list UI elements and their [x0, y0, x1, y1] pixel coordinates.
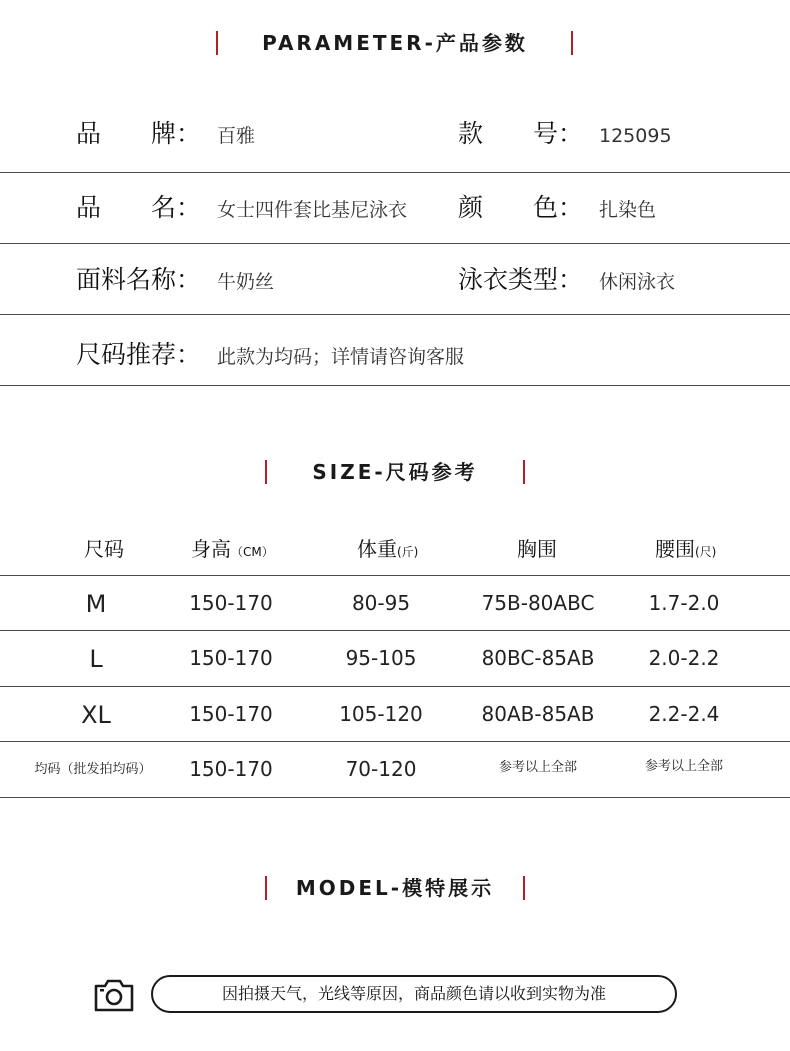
- col-header-weight-label: 体重: [357, 537, 397, 561]
- param-row-size-recommend: [0, 318, 790, 388]
- param-value: 扎染色: [599, 199, 657, 221]
- col-header-waist: [655, 535, 716, 566]
- param-value: 女士四件套比基尼泳衣: [217, 199, 408, 221]
- size-section-title: SIZE-尺码参考: [312, 460, 478, 484]
- cell-bust: 参考以上全部: [498, 760, 577, 775]
- col-header-waist-unit: (尺): [695, 545, 717, 559]
- col-header-weight-unit: (斤): [397, 545, 419, 559]
- model-section-header: [0, 876, 790, 906]
- row-divider: [0, 243, 790, 244]
- col-header-size: 尺码: [84, 537, 124, 561]
- param-row-fabric: [0, 247, 790, 317]
- table-divider: [0, 575, 790, 576]
- header-right-bar: [523, 460, 525, 484]
- cell-bust: 80AB-85AB: [481, 702, 595, 726]
- table-divider: [0, 686, 790, 687]
- model-section-title: MODEL-模特展示: [295, 876, 495, 900]
- parameter-section-title: PARAMETER-产品参数: [262, 31, 528, 55]
- cell-height: 150-170: [189, 646, 273, 670]
- cell-bust: 80BC-85AB: [481, 646, 595, 670]
- param-label: 颜 色：: [458, 193, 584, 222]
- cell-size: XL: [81, 701, 111, 729]
- cell-height: 150-170: [189, 757, 273, 781]
- cell-waist: 2.2-2.4: [648, 702, 720, 726]
- cell-waist: 2.0-2.2: [648, 646, 720, 670]
- camera-icon: [93, 977, 135, 1013]
- row-divider: [0, 385, 790, 386]
- param-label: 品 牌：: [76, 119, 202, 148]
- param-value: 牛奶丝: [217, 271, 275, 293]
- param-row-brand: [0, 101, 790, 171]
- param-value: 百雅: [217, 125, 256, 147]
- col-header-waist-label: 腰围: [655, 537, 695, 561]
- cell-weight: 70-120: [345, 757, 417, 781]
- cell-size: M: [85, 590, 107, 618]
- param-label: 泳衣类型：: [458, 265, 584, 294]
- table-divider: [0, 630, 790, 631]
- cell-weight: 105-120: [339, 702, 423, 726]
- param-label: 品 名：: [76, 193, 202, 222]
- table-divider: [0, 797, 790, 798]
- cell-waist: 1.7-2.0: [648, 591, 720, 615]
- cell-height: 150-170: [189, 591, 273, 615]
- param-label: 尺码推荐：: [76, 340, 202, 369]
- cell-weight: 95-105: [345, 646, 417, 670]
- col-header-height-label: 身高: [191, 537, 231, 561]
- cell-waist: 参考以上全部: [644, 759, 723, 774]
- param-row-name: [0, 175, 790, 245]
- row-divider: [0, 314, 790, 315]
- param-value: 休闲泳衣: [599, 271, 676, 293]
- col-header-bust: 胸围: [517, 537, 557, 561]
- row-divider: [0, 172, 790, 173]
- table-divider: [0, 741, 790, 742]
- header-right-bar: [523, 876, 525, 900]
- parameter-section-header: [0, 31, 790, 61]
- col-header-height-unit: （CM）: [231, 545, 274, 559]
- cell-height: 150-170: [189, 702, 273, 726]
- param-value: 125095: [599, 125, 672, 147]
- cell-bust: 75B-80ABC: [481, 591, 595, 615]
- param-label: 款 号：: [458, 119, 584, 148]
- param-value: 此款为均码；详情请咨询客服: [217, 346, 465, 368]
- header-right-bar: [571, 31, 573, 55]
- col-header-weight: [357, 535, 418, 566]
- param-label: 面料名称：: [76, 265, 202, 294]
- col-header-height: [191, 535, 274, 566]
- cell-weight: 80-95: [351, 591, 411, 615]
- color-notice-banner: 因拍摄天气，光线等原因，商品颜色请以收到实物为准: [151, 975, 677, 1013]
- size-section-header: [0, 460, 790, 490]
- cell-size: L: [89, 645, 103, 673]
- cell-size: 均码（批发拍均码）: [34, 762, 152, 777]
